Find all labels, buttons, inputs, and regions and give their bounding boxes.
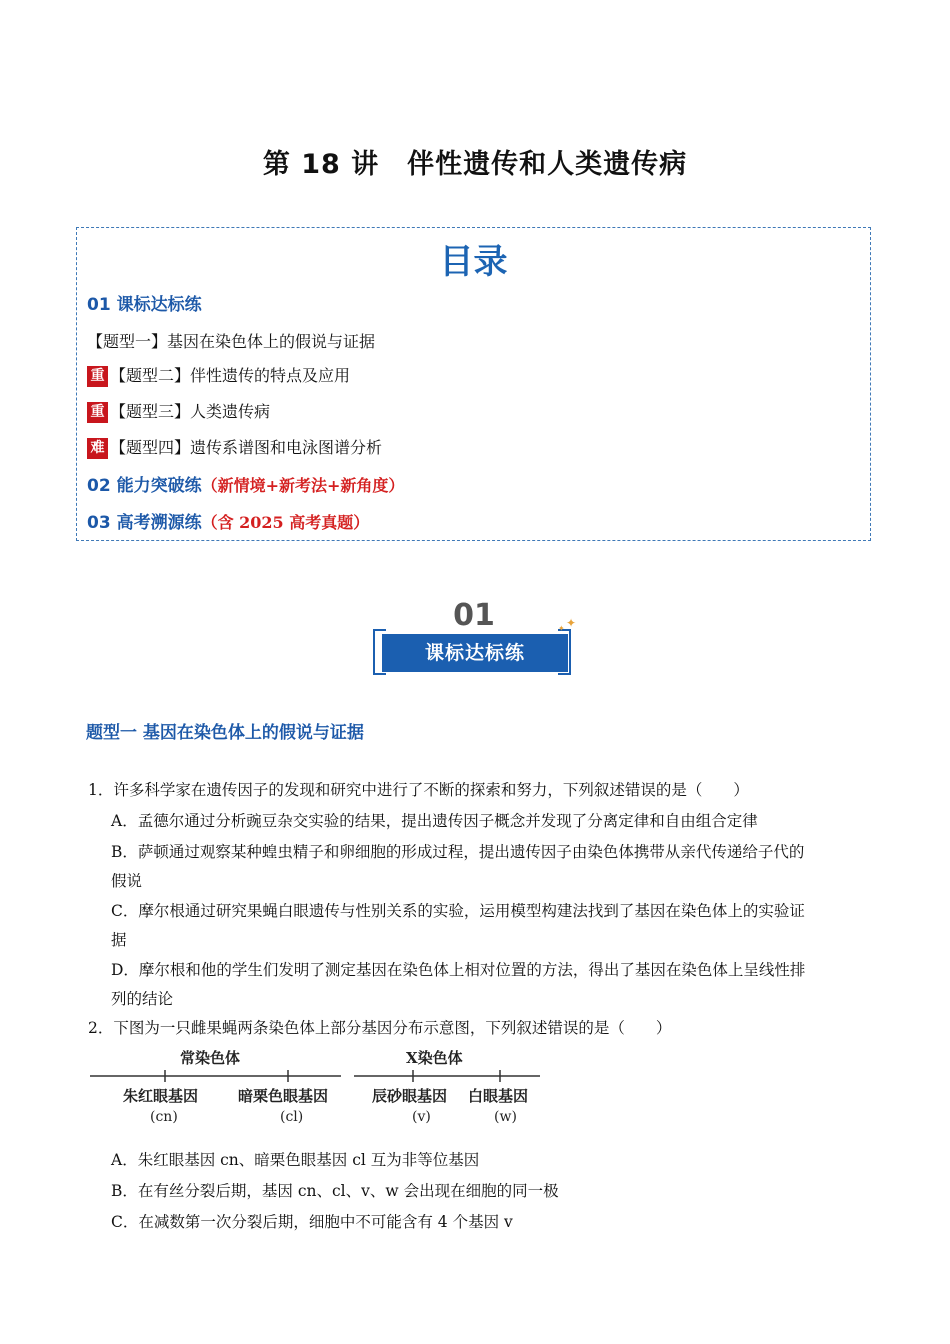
toc-item-label: 【题型四】遗传系谱图和电泳图谱分析 [110, 438, 383, 457]
section-banner [370, 598, 580, 682]
question-type-heading: 题型一 基因在染色体上的假说与证据 [86, 723, 364, 743]
toc-item-4[interactable] [87, 435, 382, 459]
section-label: 课标达标练 [382, 634, 568, 672]
autosome-label: 常染色体 [180, 1049, 241, 1067]
q1-option-d-cont: 列的结论 [111, 990, 174, 1008]
toc-item-3[interactable] [87, 399, 270, 423]
gene-label-v: 辰砂眼基因 [372, 1087, 448, 1105]
page-title: 第 18 讲 伴性遗传和人类遗传病 [262, 149, 688, 180]
toc-section-1[interactable]: 01 课标达标练 [87, 295, 202, 315]
gene-symbol-cn: (cn) [150, 1109, 178, 1125]
sparkle-icon: ✦ [558, 624, 565, 633]
key-badge: 重 [87, 402, 108, 423]
toc-heading: 目录 [439, 242, 508, 282]
toc-section-note: （新情境+新考法+新角度） [201, 476, 405, 495]
q1-option-b[interactable]: B．萨顿通过观察某种蝗虫精子和卵细胞的形成过程，提出遗传因子由染色体携带从亲代传递给子代的 [111, 843, 805, 861]
q1-option-c-cont: 据 [111, 931, 127, 949]
toc-item-label: 【题型二】伴性遗传的特点及应用 [110, 366, 351, 385]
gene-symbol-w: (w) [494, 1109, 517, 1125]
toc-section-2[interactable] [87, 471, 404, 496]
toc-item-label: 【题型一】基因在染色体上的假说与证据 [87, 332, 376, 351]
q2-option-a[interactable]: A．朱红眼基因 cn、暗栗色眼基因 cl 互为非等位基因 [111, 1151, 480, 1169]
gene-label-w: 白眼基因 [468, 1087, 529, 1105]
question-2-stem: 2．下图为一只雌果蝇两条染色体上部分基因分布示意图，下列叙述错误的是（ ） [88, 1019, 672, 1037]
question-1-stem: 1．许多科学家在遗传因子的发现和研究中进行了不断的探索和努力，下列叙述错误的是（ ） [88, 781, 749, 799]
q1-option-d[interactable]: D．摩尔根和他的学生们发明了测定基因在染色体上相对位置的方法，得出了基因在染色体上呈线性排 [111, 961, 806, 979]
q1-option-a[interactable]: A．孟德尔通过分析豌豆杂交实验的结果，提出遗传因子概念并发现了分离定律和自由组合定律 [111, 812, 758, 830]
sparkle-icon: ✦ [566, 616, 577, 630]
chromosome-diagram [88, 1043, 548, 1133]
key-badge: 重 [87, 366, 108, 387]
section-number: 01 [453, 598, 495, 633]
q1-option-c[interactable]: C．摩尔根通过研究果蝇白眼遗传与性别关系的实验，运用模型构建法找到了基因在染色体上的实验证 [111, 902, 805, 920]
toc-section-label: 03 高考溯源练 [87, 513, 202, 533]
gene-label-cl: 暗栗色眼基因 [238, 1087, 329, 1105]
q2-option-c[interactable]: C．在减数第一次分裂后期，细胞中不可能含有 4 个基因 v [111, 1213, 513, 1231]
toc-section-note: （含 2025 高考真题） [201, 513, 370, 532]
table-of-contents [76, 227, 871, 541]
gene-symbol-v: (v) [412, 1109, 431, 1125]
toc-item-label: 【题型三】人类遗传病 [110, 402, 271, 421]
toc-item-1[interactable] [87, 329, 375, 352]
toc-section-label: 02 能力突破练 [87, 476, 202, 496]
toc-item-2[interactable] [87, 363, 350, 387]
gene-symbol-cl: (cl) [280, 1109, 304, 1125]
hard-badge: 难 [87, 438, 108, 459]
q1-option-b-cont: 假说 [111, 872, 143, 890]
q2-option-b[interactable]: B．在有丝分裂后期，基因 cn、cl、v、w 会出现在细胞的同一极 [111, 1182, 559, 1200]
gene-label-cn: 朱红眼基因 [123, 1087, 199, 1105]
x-chromosome-label: X染色体 [406, 1049, 463, 1067]
toc-section-3[interactable] [87, 508, 369, 533]
